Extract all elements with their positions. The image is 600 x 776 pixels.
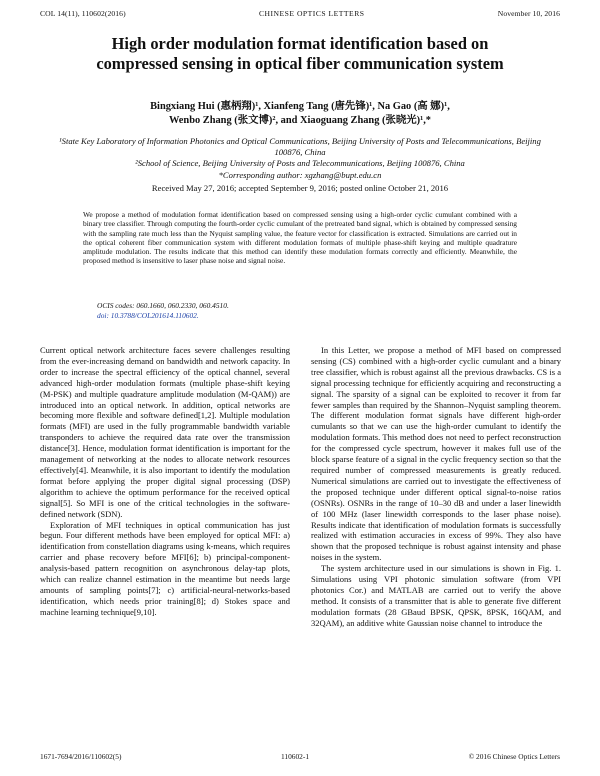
page-number: 110602-1 <box>280 752 310 761</box>
author-list <box>60 100 540 127</box>
paragraph: The system architecture used in our simulations is shown in Fig. 1. Simulations using VPI photonic simulation software (from VPI photonics Cor.) and MATLAB are carried out to verify the above method. It consists of a transmitter that is able to generate five different modulation formats (28 GBaud BPSK, QPSK, 8PSK, 16QAM, and 32QAM), an additive white Gaussian noise channel to introduce the <box>311 563 561 628</box>
paragraph: Current optical network architecture faces severe challenges resulting from the ever-increasing demand on bandwidth and network capacity. In order to increase the spectral efficiency of the optical channel, several advanced high-order modulation formats (multiple phase-shift keying (M-PSK) and multiple quadrature amplitude modulation (M-QAM)) are introduced into an optical network. In addition, optical networks are becoming more flexible and software defined[1,2]. Multiple modulation formats (MFI) are used in the fully programmable bandwidth variable transponders to achieve the required data rate over the transmission distance[3]. Hence, modulation format identification is important for the management of networking at the nodes to allocate network resources effectively[4]. Meanwhile, it is also important to identify the modulation format before applying the proper digital signal processing (DSP) algorithm to achieve the optimum performance for the received optical signal[5]. So MFI is one of the critical technologies in the software-defined network (SDN). <box>40 345 290 519</box>
author-line-2: Wenbo Zhang (张文博)², and Xiaoguang Zhang (张晓光)¹,* <box>168 114 431 126</box>
journal-name: CHINESE OPTICS LETTERS <box>258 9 365 18</box>
author-line-1: Bingxiang Hui (惠柄翔)¹, Xianfeng Tang (唐先锋)¹, Na Gao (高 娜)¹, <box>150 101 450 112</box>
journal-reference: COL 14(11), 110602(2016) <box>40 9 126 18</box>
affiliations <box>48 136 552 181</box>
issn: 1671-7694/2016/110602(5) <box>40 752 122 761</box>
running-header <box>40 9 560 21</box>
ocis-codes: OCIS codes: 060.1660, 060.2330, 060.4510. <box>97 301 229 310</box>
paper-title: High order modulation format identification based on compressed sensing in optical fiber communication system <box>96 34 504 73</box>
page-footer <box>40 752 560 764</box>
doi-link[interactable]: doi: 10.3788/COL201614.110602. <box>97 311 199 320</box>
left-column <box>40 345 290 618</box>
affiliation-2: ²School of Science, Beijing University of Posts and Telecommunications, Beijing 100876, China <box>135 158 465 169</box>
paragraph: Exploration of MFI techniques in optical communication has just begun. Four different methods have been employed for optical MFI: a) identification from constellation diagrams using k-means, which requires carrier and phase recovery before MFI[6]; b) principal-component-analysis-based pattern recognition on asynchronous delay-tap plots, which can realize channel estimation in the meantime but needs large amounts of sampling points[7]; c) artificial-neural-networks-based identification, which needs prior training[8]; d) Stokes space and machine learning technique[9,10]. <box>40 519 290 617</box>
publication-date: November 10, 2016 <box>497 9 560 18</box>
abstract-text: We propose a method of modulation format identification based on compressed sensing using a high-order cyclic cumulant combined with a binary tree classifier. Through computing the fourth-order cyclic cumulant of the pretreated band signal, which is obtained by compressed sensing with the sampling rate much less than the Nyquist sampling value, the feature vector for classification is extracted. Simulations are carried out in the optical coherent fiber communication system with different modulation formats of multiple phase-shift keying and multiple quadrature amplitude modulation. The results indicate that this method can identify these modulation formats correctly and efficiently. Meanwhile, the proposed method is insensitive to laser phase noise and signal noise. <box>83 210 517 266</box>
affiliation-1: ¹State Key Laboratory of Information Photonics and Optical Communications, Beijing University of Posts and Telecommunications, Beijing 100876, China <box>59 136 541 158</box>
right-column <box>311 345 561 629</box>
copyright: © 2016 Chinese Optics Letters <box>468 752 560 761</box>
paragraph: In this Letter, we propose a method of MFI based on compressed sensing (CS) combined with a high-order cyclic cumulant and a binary tree classifier, which is robust against all the previous drawbacks. CS is a signal processing technique for efficiently acquiring and reconstructing a signal. The sparsity of a signal can be exploited to recover it from far fewer samples than required by the Shannon–Nyquist sampling theorem. The different modulation format signals have different high-order cumulants so that we can use the high-order cumulant to identify the modulation formats. This method does not need to perfect reconstruction for the compressed cycle spectrum, however it makes full use of the block sparse feature of a signal in the cyclic frequency section so that the required number of compressed measurements is greatly reduced. Numerical simulations are carried out to investigate the effectiveness of the proposed technique under different optical signal-to-noise ratios (OSNRs). OSNRs in the range of 10–30 dB and under a laser linewidth of 100 MHz (laser linewidth corresponds to the laser phase noise). Results indicate that identification of modulation formats is successfully realized with estimation accuracies in excess of 99%. They also have shown that the proposed technique is robust against intensity and phase noises in the system. <box>311 345 561 563</box>
received-dates: Received May 27, 2016; accepted September 9, 2016; posted online October 21, 2016 <box>151 183 449 193</box>
abstract <box>83 210 517 266</box>
corresponding-author: *Corresponding author: xgzhang@bupt.edu.cn <box>218 169 382 180</box>
